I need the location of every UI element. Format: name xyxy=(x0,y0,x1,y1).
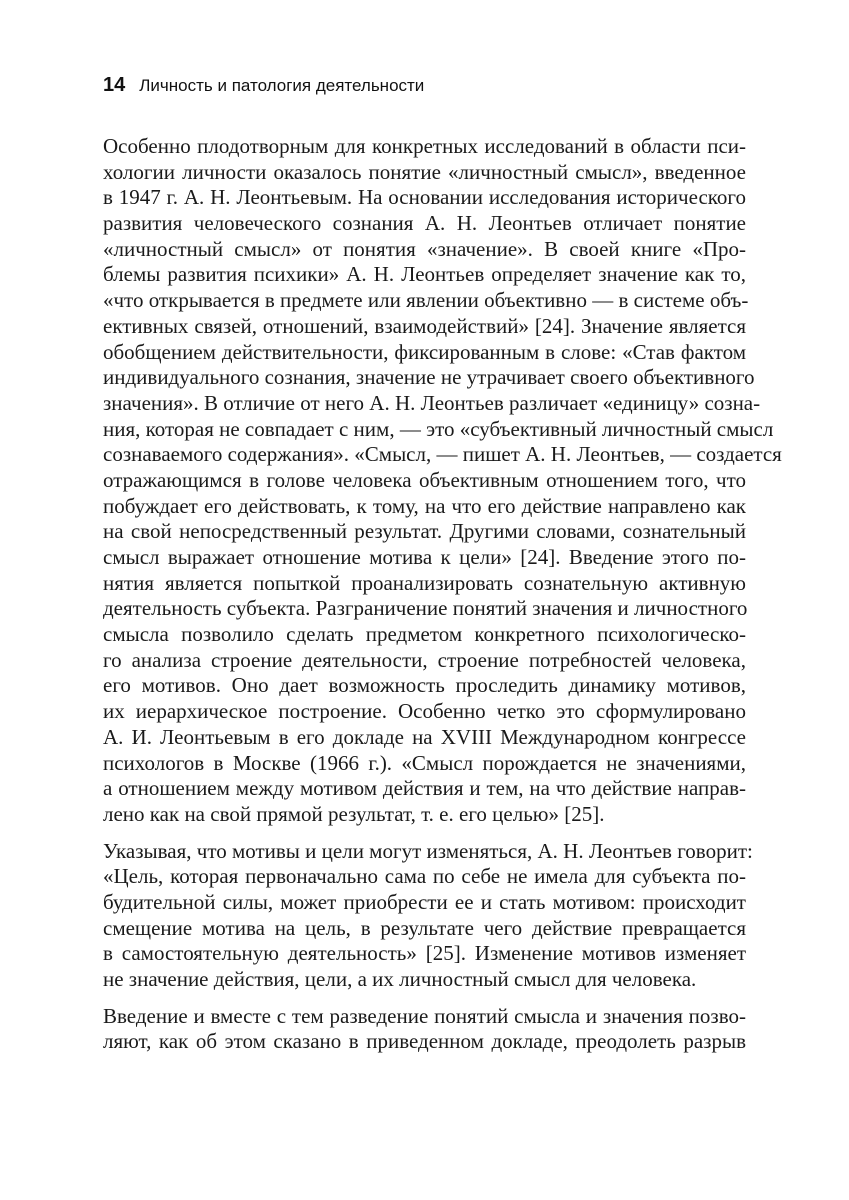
text-line: ективных связей, отношений, взаимодействий» [24]. Значение является xyxy=(103,313,746,338)
text-line: психологов в Москве (1966 г.). «Смысл порождается не значениями, xyxy=(103,750,746,775)
text-line: развития человеческого сознания А. Н. Леонтьев отличает понятие xyxy=(103,211,746,236)
text-line: их иерархическое построение. Особенно четко это сформулировано xyxy=(103,699,746,724)
page-number: 14 xyxy=(103,74,126,96)
text-line: А. И. Леонтьевым в его докладе на XVIII Международном конгрессе xyxy=(103,724,746,749)
text-line: в самостоятельную деятельность» [25]. Изменение мотивов изменяет xyxy=(103,941,746,966)
text-line: обобщением действительности, фиксированным в слове: «Став фактом xyxy=(103,339,746,364)
text-line: смещение мотива на цель, в результате чего действие превращается xyxy=(103,915,746,940)
text-line: хологии личности оказалось понятие «личностный смысл», введенное xyxy=(103,159,746,184)
text-line: го анализа строение деятельности, строение потребностей человека, xyxy=(103,647,746,672)
text-line: ляют, как об этом сказано в приведенном докладе, преодолеть разрыв xyxy=(103,1029,746,1054)
body-text xyxy=(103,134,782,1066)
text-line: «что открывается в предмете или явлении объективно — в системе объ- xyxy=(103,288,749,313)
text-line: Введение и вместе с тем разведение понятий смысла и значения позво- xyxy=(103,1003,746,1028)
text-line: на свой непосредственный результат. Другими словами, сознательный xyxy=(103,519,746,544)
text-line: побуждает его действовать, к тому, на что его действие направлено как xyxy=(103,493,746,518)
text-line: «Цель, которая первоначально сама по себе не имела для субъекта по- xyxy=(103,864,746,889)
text-line: смысла позволило сделать предметом конкретного психологическо- xyxy=(103,622,746,647)
paragraph xyxy=(103,134,782,828)
text-line: сознаваемого содержания». «Смысл, — пишет А. Н. Леонтьев, — создается xyxy=(103,442,782,467)
text-line: блемы развития психики» А. Н. Леонтьев определяет значение как то, xyxy=(103,262,746,287)
text-line: будительной силы, может приобрести ее и стать мотивом: происходит xyxy=(103,889,746,914)
paragraph xyxy=(103,1004,746,1055)
text-line: значения». В отличие от него А. Н. Леонтьев различает «единицу» созна- xyxy=(103,390,761,415)
text-line: смысл выражает отношение мотива к цели» [24]. Введение этого по- xyxy=(103,545,746,569)
text-line: лено как на свой прямой результат, т. е. его целью» [25]. xyxy=(103,801,605,826)
running-head xyxy=(103,74,424,104)
text-line: его мотивов. Оно дает возможность проследить динамику мотивов, xyxy=(103,673,746,698)
text-line: не значение действия, цели, а их личностный смысл для человека. xyxy=(103,967,697,991)
text-line: нятия является попыткой проанализировать сознательную активную xyxy=(103,570,746,595)
text-line: в 1947 г. А. Н. Леонтьевым. На основании исследования исторического xyxy=(103,185,746,210)
text-line: а отношением между мотивом действия и тем, на что действие направ- xyxy=(103,776,746,801)
text-line: ния, которая не совпадает с ним, — это «субъективный личностный смысл xyxy=(103,416,774,441)
text-line: Особенно плодотворным для конкретных исследований в области пси- xyxy=(103,134,746,158)
text-line: «личностный смысл» от понятия «значение». В своей книге «Про- xyxy=(103,236,746,261)
running-title: Личность и патология деятельности xyxy=(139,76,425,95)
text-line: индивидуального сознания, значение не утрачивает своего объективного xyxy=(103,365,755,390)
text-line: отражающимся в голове человека объективным отношением того, что xyxy=(103,467,746,492)
paragraph xyxy=(103,838,753,993)
text-line: Указывая, что мотивы и цели могут изменяться, А. Н. Леонтьев говорит: xyxy=(103,838,753,863)
text-line: деятельность субъекта. Разграничение понятий значения и личностного xyxy=(103,596,748,621)
